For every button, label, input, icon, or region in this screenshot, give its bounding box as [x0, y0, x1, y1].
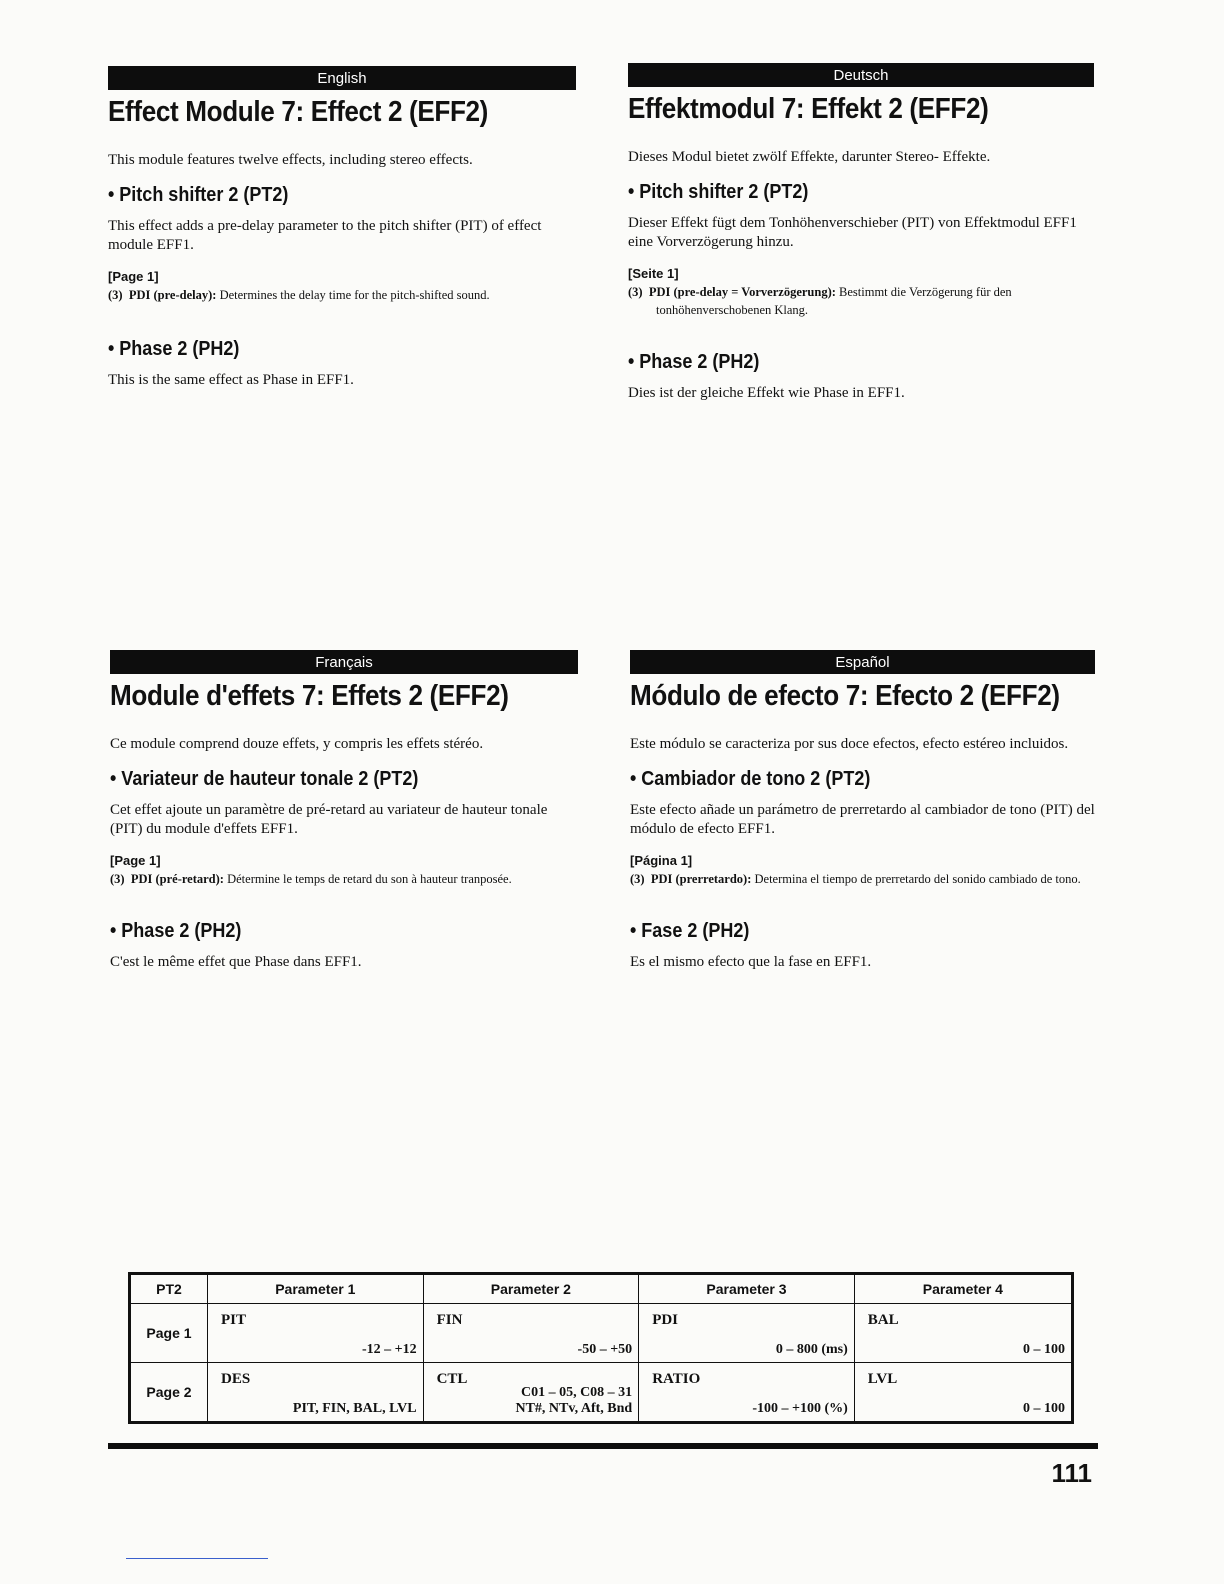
phase-heading: • Phase 2 (PH2): [628, 351, 760, 373]
phase-heading: • Fase 2 (PH2): [630, 920, 750, 942]
param-text: Détermine le temps de retard du son à hauteur tranposée.: [227, 872, 512, 886]
pitch-shifter-description: Cet effet ajoute un paramètre de pré-retard au variateur de hauteur tonale (PIT) du module d'effets EFF1.: [110, 802, 548, 837]
param-description: [108, 286, 576, 304]
pitch-shifter-description: This effect adds a pre-delay parameter to the pitch shifter (PIT) of effect module EFF1.: [108, 218, 542, 253]
phase-description: This is the same effect as Phase in EFF1.: [108, 372, 354, 388]
pitch-shifter-heading: • Pitch shifter 2 (PT2): [108, 184, 289, 206]
param-range: PIT, FIN, BAL, LVL: [292, 1401, 417, 1416]
table-corner: PT2: [130, 1274, 208, 1304]
param-name: RATIO: [652, 1371, 701, 1387]
language-bar: Français: [110, 650, 578, 674]
section-deutsch: [628, 63, 1094, 403]
param-description: [110, 870, 578, 888]
param-name: LVL: [867, 1371, 898, 1387]
table-cell: [639, 1304, 855, 1363]
pitch-shifter-description: Dieser Effekt fügt dem Tonhöhenverschieber (PIT) von Effektmodul EFF1 eine Vorverzögerung hinzu.: [628, 215, 1077, 250]
param-text: Determina el tiempo de prerretardo del sonido cambiado de tono.: [754, 872, 1081, 886]
table-cell: [854, 1363, 1072, 1423]
param-name: CTL: [436, 1371, 468, 1387]
section-title: Effektmodul 7: Effekt 2 (EFF2): [628, 93, 989, 125]
table-cell: [423, 1363, 639, 1423]
param-range: -12 – +12: [361, 1342, 417, 1357]
param-name: BAL: [867, 1312, 899, 1328]
param-name: PDI (pre-delay):: [128, 288, 217, 302]
page-label: [Seite 1]: [628, 266, 679, 281]
phase-heading: • Phase 2 (PH2): [110, 920, 242, 942]
param-name: PDI (prerretardo):: [650, 872, 752, 886]
table-header-row: [130, 1274, 1073, 1304]
row-label: Page 1: [130, 1304, 208, 1363]
param-name: DES: [221, 1371, 251, 1387]
param-name: PDI (pré-retard):: [130, 872, 224, 886]
table-row: [130, 1363, 1073, 1423]
parameter-table: [128, 1272, 1074, 1424]
pitch-shifter-heading: • Variateur de hauteur tonale 2 (PT2): [110, 768, 419, 790]
intro-text: Este módulo se caracteriza por sus doce efectos, efecto estéreo incluidos.: [630, 736, 1069, 752]
intro-text: Dieses Modul bietet zwölf Effekte, darunter Stereo- Effekte.: [628, 149, 991, 165]
section-english: [108, 66, 576, 390]
param-range: C01 – 05, C08 – 31 NT#, NTv, Aft, Bnd: [515, 1385, 633, 1416]
param-description: [628, 283, 1094, 319]
table-cell: [208, 1304, 424, 1363]
param-text: Determines the delay time for the pitch-shifted sound.: [219, 288, 490, 302]
table-cell: [208, 1363, 424, 1423]
language-bar: English: [108, 66, 576, 90]
param-text: Bestimmt die Verzögerung für den tonhöhenverschobenen Klang.: [656, 285, 1012, 317]
decorative-line: [126, 1558, 268, 1559]
section-espanol: [630, 650, 1095, 972]
language-bar: Deutsch: [628, 63, 1094, 87]
pitch-shifter-heading: • Cambiador de tono 2 (PT2): [630, 768, 871, 790]
section-title: Effect Module 7: Effect 2 (EFF2): [108, 96, 489, 128]
page-label: [Page 1]: [110, 853, 161, 868]
table-cell: [854, 1304, 1072, 1363]
page-label: [Page 1]: [108, 269, 159, 284]
phase-description: Dies ist der gleiche Effekt wie Phase in EFF1.: [628, 385, 905, 401]
table-header: Parameter 1: [208, 1274, 424, 1304]
param-range: -50 – +50: [577, 1342, 633, 1357]
param-name: FIN: [436, 1312, 463, 1328]
section-francais: [110, 650, 578, 972]
table-header: Parameter 4: [854, 1274, 1072, 1304]
bottom-rule: [108, 1443, 1098, 1449]
pitch-shifter-description: Este efecto añade un parámetro de prerretardo al cambiador de tono (PIT) del módulo de efecto EFF1.: [630, 802, 1095, 837]
param-number: (3): [628, 285, 643, 299]
intro-text: This module features twelve effects, including stereo effects.: [108, 152, 473, 168]
param-range: 0 – 800 (ms): [775, 1342, 848, 1357]
param-name: PIT: [221, 1312, 247, 1328]
section-title: Module d'effets 7: Effets 2 (EFF2): [110, 680, 509, 712]
param-name: PDI: [652, 1312, 679, 1328]
section-title: Módulo de efecto 7: Efecto 2 (EFF2): [630, 680, 1060, 712]
table-row: [130, 1304, 1073, 1363]
param-number: (3): [630, 872, 645, 886]
param-range: 0 – 100: [1023, 1342, 1065, 1357]
page-label: [Página 1]: [630, 853, 693, 868]
phase-description: Es el mismo efecto que la fase en EFF1.: [630, 954, 872, 970]
param-name: PDI (pre-delay = Vorverzögerung):: [648, 285, 836, 299]
param-number: (3): [108, 288, 123, 302]
language-bar: Español: [630, 650, 1095, 674]
phase-description: C'est le même effet que Phase dans EFF1.: [110, 954, 362, 970]
table-header: Parameter 2: [423, 1274, 639, 1304]
pitch-shifter-heading: • Pitch shifter 2 (PT2): [628, 181, 809, 203]
param-range: 0 – 100: [1023, 1401, 1065, 1416]
row-label: Page 2: [130, 1363, 208, 1423]
phase-heading: • Phase 2 (PH2): [108, 338, 240, 360]
table-cell: [639, 1363, 855, 1423]
param-range: -100 – +100 (%): [752, 1401, 848, 1416]
param-description: [630, 870, 1095, 888]
page-number: 111: [1051, 1458, 1092, 1488]
table-header: Parameter 3: [639, 1274, 855, 1304]
table-cell: [423, 1304, 639, 1363]
intro-text: Ce module comprend douze effets, y compris les effets stéréo.: [110, 736, 484, 752]
param-number: (3): [110, 872, 125, 886]
